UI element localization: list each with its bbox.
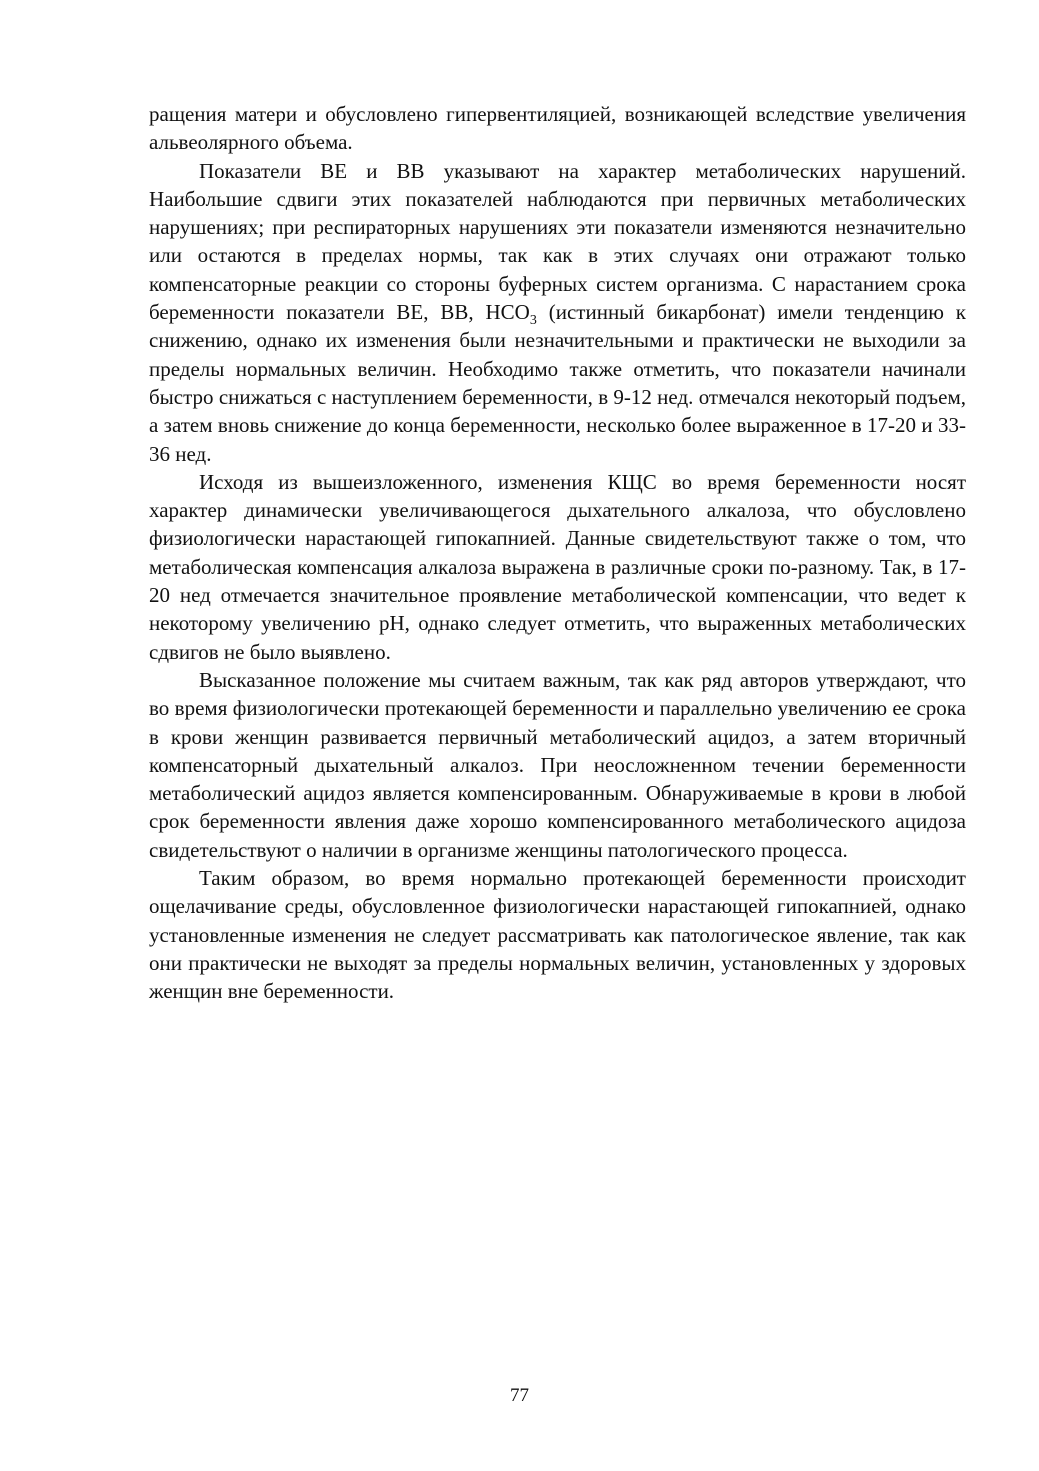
paragraph-be-bb-indicators xyxy=(149,157,966,468)
paragraph-conclusion: Таким образом, во время нормально протекающей беременности происходит ощелачивание среды, обусловленное физиологически нарастающей гипокапнией, однако установленные изменения не следует рассматривать как патологическое явление, так как они практически не выходят за пределы нормальных величин, установленных у здоровых женщин вне беременности. xyxy=(149,866,966,1004)
hco3-subscript: 3 xyxy=(529,313,537,329)
paragraph-stated-position: Высказанное положение мы считаем важным, так как ряд авторов утверждают, что во время физиологически протекающей беременности и параллельно увеличению ее срока в крови женщин развивается первичный метаболический ацидоз, а затем вторичный компенсаторный дыхательный алкалоз. При неосложненном течении беременности метаболический ацидоз является компенсированным. Обнаруживаемые в крови в любой срок беременности явления даже хорошо компенсированного метаболического ацидоза свидетельствуют о наличии в организме женщины патологического процесса. xyxy=(149,667,966,862)
paragraph-kshs-changes: Исходя из вышеизложенного, изменения КЩС во время беременности носят характер динамически увеличивающегося дыхательного алкалоза, что обусловлено физиологически нарастающей гипокапнией. Данные свидетельствуют также о том, что метаболическая компенсация алкалоза выражена в различные сроки по-разному. Так, в 17-20 нед отмечается значительное проявление метаболической компенсации, что ведет к некоторому увеличению pH, однако следует отметить, что выраженных метаболических сдвигов не было выявлено. xyxy=(149,469,966,664)
page-number: 77 xyxy=(510,1385,529,1406)
paragraph-be-bb-text-part1: Показатели BE и BB указывают на характер метаболических нарушений. Наибольшие сдвиги этих показателей наблюдаются при первичных метаболических нарушениях; при респираторных нарушениях эти показатели изменяются незначительно или остаются в пределах нормы, так как в этих случаях они отражают только компенсаторные реакции со стороны буферных систем организма. С нарастанием срока беременности показатели BE, BB, HCO xyxy=(149,158,966,325)
page-body-text xyxy=(149,100,966,1006)
paragraph-be-bb-text-part2: (истинный бикарбонат) имели тенденцию к снижению, однако их изменения были незначительными и практически не выходили за пределы нормальных величин. Необходимо также отметить, что показатели начинали быстро снижаться с наступлением беременности, в 9-12 нед. отмечался некоторый подъем, а затем вновь снижение до конца беременности, несколько более выраженное в 17-20 и 33-36 нед. xyxy=(149,300,966,466)
paragraph-continuation: ращения матери и обусловлено гипервентиляцией, возникающей вследствие увеличения альвеолярного объема. xyxy=(149,102,966,155)
